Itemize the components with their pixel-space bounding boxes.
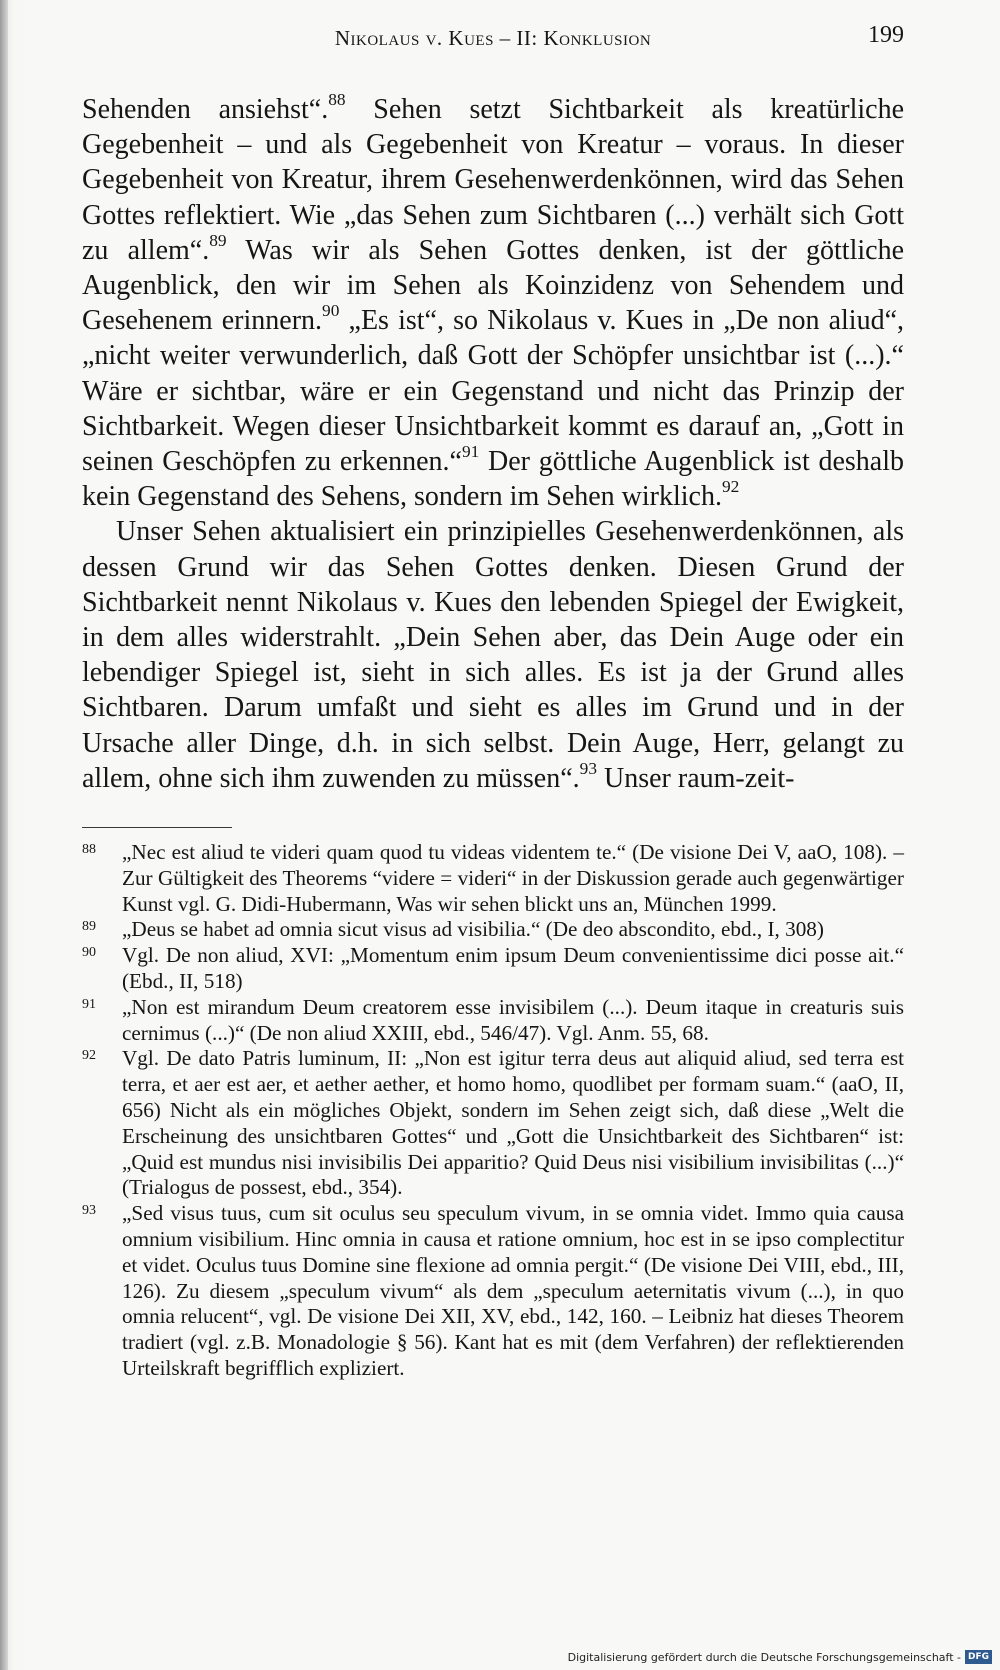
footnote-89 bbox=[82, 917, 904, 943]
page-number: 199 bbox=[868, 22, 904, 48]
footnote-88 bbox=[82, 840, 904, 917]
dfg-logo: DFG bbox=[965, 1650, 992, 1664]
footnote-ref-89: 89 bbox=[209, 230, 227, 250]
footnote-90 bbox=[82, 943, 904, 995]
footnote-divider bbox=[82, 827, 232, 828]
funding-credit: Digitalisierung gefördert durch die Deutsche Forschungsgemeinschaft - bbox=[567, 1650, 961, 1664]
footnote-text: Vgl. De dato Patris luminum, II: „Non est igitur terra deus aut aliquid aliud, sed terra est terra, et aer est aer, et aether aether, et homo homo, quodlibet per formam suam.“ (aaO, II, 656) Nicht als ein mögliches Objekt, sondern im Sehen zeigt sich, daß diese „Welt die Erscheinung des unsichtbaren Gottes“ und „Gott die Unsichtbarkeit des Sichtbaren“ ist: „Quid est mundus nisi invisibilis Dei apparitio? Quid Deus nisi visibilium invisibilitas (...)“ (Trialogus de possest, ebd., 354). bbox=[122, 1046, 904, 1200]
footnote-ref-90: 90 bbox=[322, 301, 340, 321]
text-run: Sehenden ansiehst“. bbox=[82, 94, 329, 125]
footnote-number: 92 bbox=[82, 1048, 96, 1064]
footnote-text: „Deus se habet ad omnia sicut visus ad visibilia.“ (De deo abscondito, ebd., I, 308) bbox=[122, 917, 824, 942]
footnote-ref-88: 88 bbox=[328, 89, 346, 109]
footnote-number: 89 bbox=[82, 919, 96, 935]
footnote-92 bbox=[82, 1046, 904, 1201]
footnotes bbox=[82, 840, 904, 1382]
text-run: Der göttliche Augenblick ist deshalb kein Gegenstand des Sehens, sondern im Sehen wirklich. bbox=[82, 446, 904, 513]
footnote-number: 93 bbox=[82, 1203, 96, 1219]
digitization-footer bbox=[568, 1648, 992, 1666]
text-run: Sehen setzt Sichtbarkeit als kreatürliche Gegebenheit – und als Gegebenheit von Kreatur – voraus. In dieser Gegebenheit von Kreatur, ihrem Gesehenwerdenkönnen, wird das Sehen Gottes reflektiert. Wie „das Sehen zum Sichtbaren (...) verhält sich Gott zu allem“. bbox=[82, 94, 904, 266]
running-title: Nikolaus v. Kues – II: Konklusion bbox=[334, 26, 652, 50]
footnote-ref-91: 91 bbox=[461, 442, 480, 462]
main-text bbox=[82, 89, 905, 796]
page-binding-shadow bbox=[0, 0, 8, 1670]
text-run: Was wir als Sehen Gottes denken, ist der göttliche Augenblick, den wir im Sehen als Koinzidenz von Sehendem und Gesehenem erinnern. bbox=[82, 234, 904, 337]
footnote-93 bbox=[82, 1201, 904, 1382]
text-run: „Es ist“, so Nikolaus v. Kues in „De non aliud“, „nicht weiter verwunderlich, daß Gott der Schöpfer unsichtbar ist (...).“ Wäre er sichtbar, wäre er ein Gegenstand und nicht das Prinzip der Sichtbarkeit. Wegen dieser Unsichtbarkeit kommt es darauf an, „Gott in seinen Geschöpfen zu erkennen.“ bbox=[82, 305, 905, 478]
page-header bbox=[82, 20, 904, 56]
footnote-ref-92: 92 bbox=[721, 477, 740, 497]
footnote-ref-93: 93 bbox=[579, 758, 598, 778]
paragraph-2 bbox=[82, 514, 904, 796]
footnote-number: 91 bbox=[82, 996, 96, 1012]
footnote-text: „Sed visus tuus, cum sit oculus seu speculum vivum, in se omnia videt. Immo quia causa omnium visibilium. Hinc omnia in causa et ratione omnium, hoc est in se ipso complectitur et videt. Oculus tuus Domine sine flexione ad omnia pergit.“ (De visione Dei VIII, ebd., III, 126). Zu diesem „speculum vivum“ als dem „speculum aeternitatis vivum (...), in quo omnia relucent“, vgl. De visione Dei XII, XV, ebd., 142, 160. – Leibniz hat dieses Theorem tradiert (vgl. z.B. Monadologie § 56). Kant hat es mit (dem Verfahren) der reflektierenden Urteilskraft begrifflich expliziert. bbox=[122, 1201, 904, 1380]
footnote-number: 90 bbox=[82, 945, 96, 961]
footnote-number: 88 bbox=[82, 842, 96, 857]
footnote-91 bbox=[82, 995, 904, 1047]
footnote-text: „Nec est aliud te videri quam quod tu videas videntem te.“ (De visione Dei V, aaO, 108). – Zur Gültigkeit des Theorems “videre = videri“ in der Diskussion gerade auch gegenwärtiger Kunst vgl. G. Didi-Hubermann, Was wir sehen blickt uns an, München 1999. bbox=[122, 840, 904, 916]
text-run: Unser raum-zeit- bbox=[597, 762, 795, 794]
footnote-text: Vgl. De non aliud, XVI: „Momentum enim ipsum Deum convenientissime dici posse ait.“ (Ebd., II, 518) bbox=[122, 943, 904, 993]
footnote-text: „Non est mirandum Deum creatorem esse invisibilem (...). Deum itaque in creaturis suis cernimus (...)“ (De non aliud XXIII, ebd., 546/47). Vgl. Anm. 55, 68. bbox=[122, 994, 904, 1045]
text-run: Unser Sehen aktualisiert ein prinzipielles Gesehenwerdenkönnen, als dessen Grund wir das Sehen Gottes denken. Diesen Grund der Sichtbarkeit nennt Nikolaus v. Kues den lebenden Spiegel der Ewigkeit, in dem alles widerstrahlt. „Dein Sehen aber, das Dein Auge oder ein lebendiger Spiegel ist, sieht in sich alles. Es ist ja der Grund alles Sichtbaren. Darum umfaßt und sieht es alles im Grund und in der Ursache aller Dinge, d.h. in sich selbst. Dein Auge, Herr, gelangt zu allem, ohne sich ihm zuwenden zu müssen“. bbox=[82, 516, 904, 794]
paragraph-1 bbox=[82, 89, 905, 514]
